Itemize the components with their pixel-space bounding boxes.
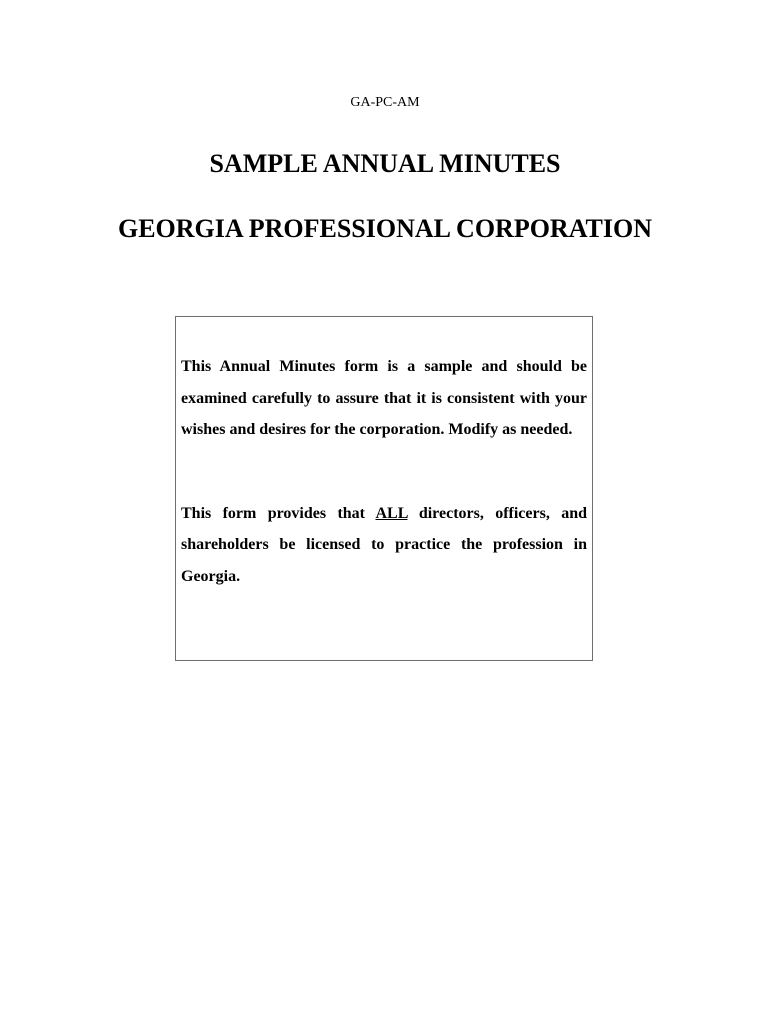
notice-paragraph-licensing-start: This form provides that — [181, 504, 376, 522]
document-title: SAMPLE ANNUAL MINUTES — [209, 149, 561, 178]
form-code: GA-PC-AM — [350, 95, 420, 110]
document-subtitle: GEORGIA PROFESSIONAL CORPORATION — [117, 214, 653, 243]
notice-box — [175, 316, 593, 661]
emphasis-all: ALL — [375, 504, 408, 522]
notice-paragraph-licensing-end: directors, officers, and shareholders be licensed to practice the profession in Georgia. — [181, 504, 587, 585]
notice-paragraph-sample: This Annual Minutes form is a sample and should be examined carefully to assure that it is consistent with your wishes and desires for the corporation. Modify as needed. — [181, 358, 587, 438]
notice-paragraph-licensing — [181, 498, 587, 593]
